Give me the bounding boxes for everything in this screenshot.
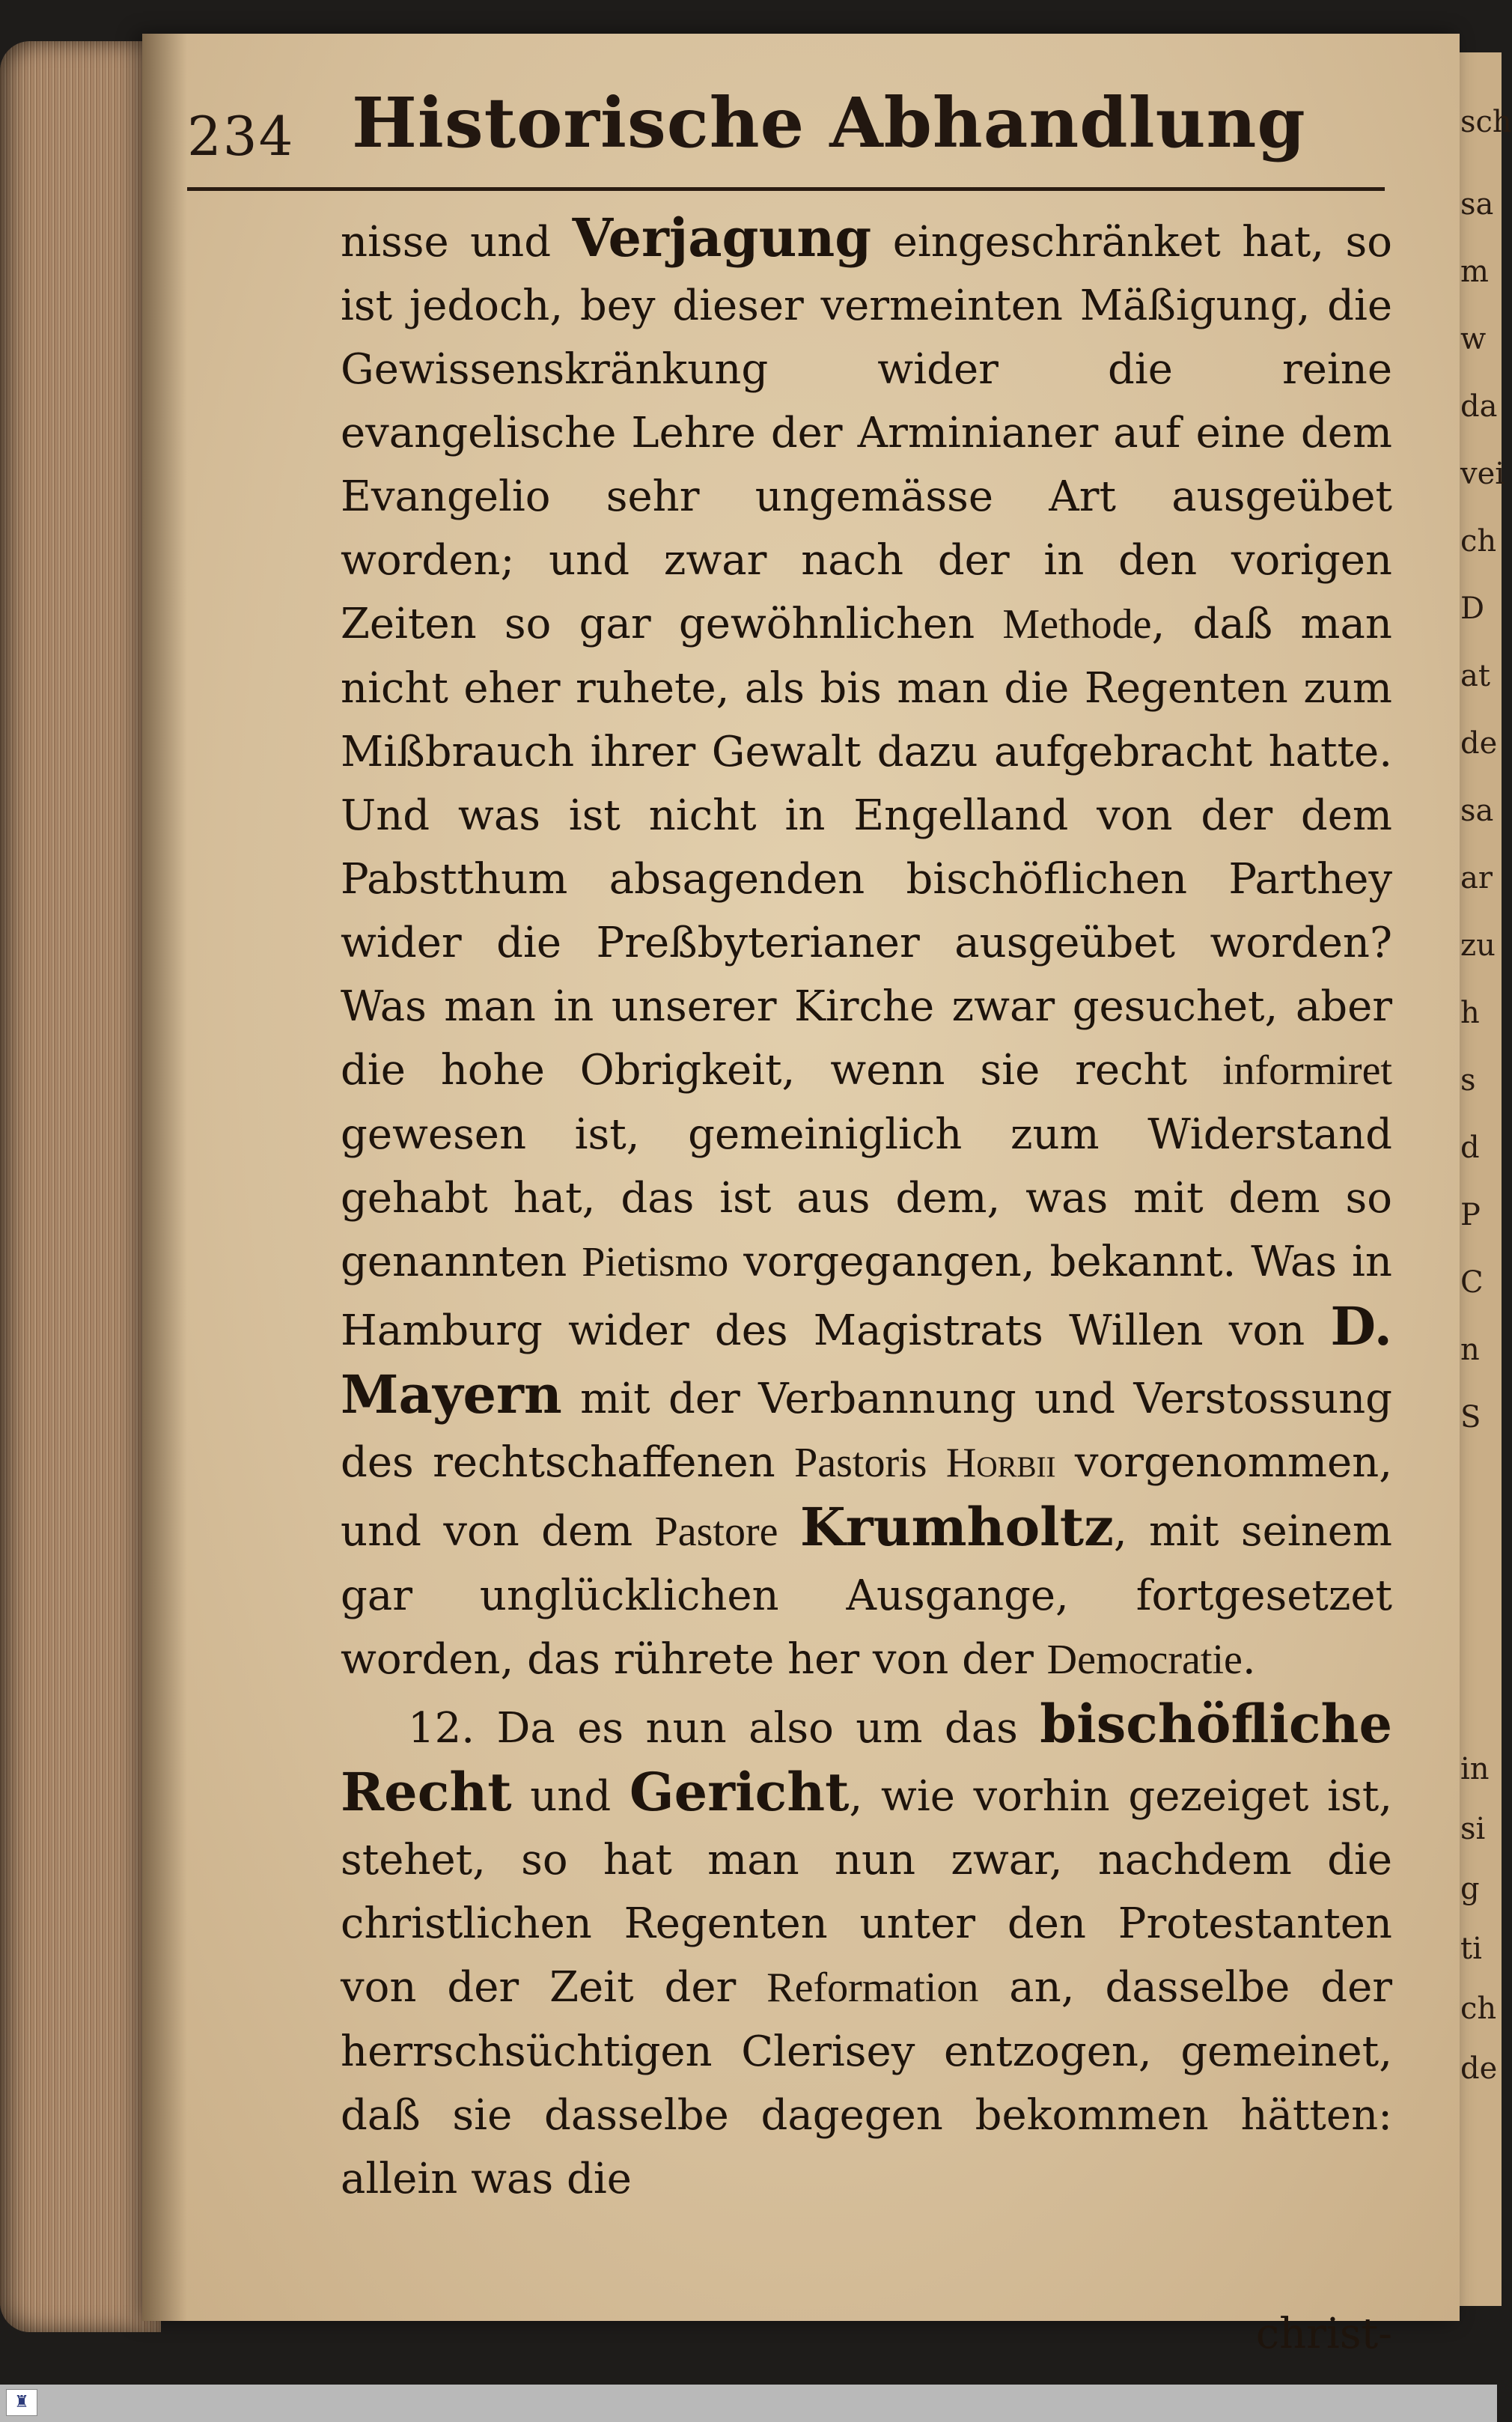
library-logo-icon: ♜ bbox=[6, 2389, 37, 2416]
running-title: Historische Abhandlung bbox=[352, 82, 1306, 163]
latin-term: informiret bbox=[1222, 1047, 1392, 1094]
latin-term: Horbii bbox=[945, 1440, 1056, 1486]
page-header bbox=[187, 82, 1355, 172]
text-run bbox=[778, 1507, 799, 1556]
next-page-fragment: at bbox=[1460, 659, 1490, 693]
scan-bottom-bar bbox=[0, 2385, 1497, 2422]
emphasis-term: Gericht bbox=[629, 1761, 850, 1823]
paragraph bbox=[341, 1692, 1392, 2211]
catchword: christ- bbox=[1255, 2310, 1392, 2358]
next-page-fragment: vei bbox=[1460, 457, 1505, 491]
next-page-fragment: w bbox=[1460, 322, 1487, 356]
text-run: , mit seinem gar unglücklichen Ausgange, fortgesetzet worden, das rührete her von der bbox=[341, 1507, 1392, 1684]
page-number: 234 bbox=[187, 105, 295, 168]
latin-term: Pastoris bbox=[794, 1440, 927, 1486]
paragraph bbox=[341, 206, 1392, 1692]
next-page-fragment: sa bbox=[1460, 187, 1494, 222]
next-page-fragment: ch bbox=[1460, 1992, 1497, 2026]
text-run: an, dasselbe der herrschsüchtigen Clerisey entzogen, gemeinet, daß sie dasselbe dagegen bekommen hätten: allein was die bbox=[341, 1963, 1392, 2203]
next-page-fragment: m bbox=[1460, 255, 1489, 289]
page-gutter-shadow bbox=[142, 34, 187, 2321]
text-run: nisse und bbox=[341, 218, 573, 267]
next-page-fragment: ti bbox=[1460, 1932, 1482, 1966]
text-run: und bbox=[511, 1772, 630, 1821]
text-run: . bbox=[1242, 1635, 1256, 1684]
next-page-fragment: in bbox=[1460, 1752, 1490, 1786]
next-page-fragment: si bbox=[1460, 1812, 1486, 1846]
next-page-fragment: D bbox=[1460, 591, 1485, 626]
book-page-edges bbox=[0, 41, 161, 2332]
emphasis-term: Krumholtz bbox=[799, 1496, 1114, 1558]
header-rule bbox=[187, 187, 1385, 191]
text-run: vorgegangen, bekannt. Was in Hamburg wider des Magistrats Willen von bbox=[341, 1238, 1392, 1355]
next-page-fragment: zu bbox=[1460, 928, 1496, 963]
next-page-fragment: s bbox=[1460, 1063, 1476, 1098]
latin-term: Pietismo bbox=[582, 1239, 729, 1285]
next-page-fragment: sch bbox=[1460, 105, 1512, 139]
next-page-fragment: ar bbox=[1460, 861, 1493, 895]
text-run: mit der Verbannung und Verstossung des rechtschaffenen bbox=[341, 1375, 1392, 1487]
next-page-fragment: ch bbox=[1460, 524, 1497, 559]
latin-term: Democratie bbox=[1046, 1637, 1243, 1683]
emphasis-term: bischöfliche Recht bbox=[341, 1693, 1392, 1823]
next-page-fragment: C bbox=[1460, 1265, 1484, 1300]
text-run: vorgenommen, und von dem bbox=[341, 1438, 1392, 1556]
next-page-fragment: d bbox=[1460, 1131, 1480, 1165]
next-page-fragment: de bbox=[1460, 2051, 1498, 2086]
next-page-fragment: da bbox=[1460, 389, 1498, 424]
text-run: , wie vorhin gezeiget ist, stehet, so hat man nun zwar, nachdem die christlichen Regenten unter den Protestanten von der Zeit der bbox=[341, 1772, 1392, 2012]
text-run: gewesen ist, gemeiniglich zum Widerstand gehabt hat, das ist aus dem, was mit dem so genannten bbox=[341, 1110, 1392, 1286]
text-run bbox=[927, 1438, 945, 1487]
next-page-fragment: de bbox=[1460, 726, 1498, 761]
text-run: eingeschränket hat, so ist jedoch, bey dieser vermeinten Mäßigung, die Gewissenskränkung wider die reine evangelische Lehre der Arminianer auf eine dem Evangelio sehr ungemässe Art ausgeübet worden; und zwar nach der in den vorigen Zeiten so gar gewöhnlichen bbox=[341, 218, 1392, 648]
next-page-fragment: g bbox=[1460, 1872, 1480, 1906]
text-run: 12. Da es nun also um das bbox=[408, 1704, 1040, 1753]
latin-term: Pastore bbox=[654, 1509, 778, 1555]
latin-term: Reformation bbox=[766, 1965, 979, 2011]
next-page-fragment: S bbox=[1460, 1400, 1481, 1434]
text-run: , daß man nicht eher ruhete, als bis man die Regenten zum Mißbrauch ihrer Gewalt dazu aufgebracht hatte. Und was ist nicht in Engelland von der dem Pabstthum absagenden bischöflichen Parthey wider die Preßbyterianer ausgeübet worden? Was man in unserer Kirche zwar gesuchet, aber die hohe Obrigkeit, wenn sie recht bbox=[341, 600, 1392, 1095]
next-page-fragment: P bbox=[1460, 1198, 1481, 1232]
latin-term: Methode bbox=[1002, 601, 1152, 648]
emphasis-term: Verjagung bbox=[572, 207, 872, 269]
next-page-fragment: sa bbox=[1460, 794, 1494, 828]
next-page-fragment: n bbox=[1460, 1333, 1480, 1367]
body-text bbox=[341, 206, 1392, 2358]
next-page-fragment: h bbox=[1460, 996, 1480, 1030]
emphasis-term: D. Mayern bbox=[341, 1295, 1392, 1425]
